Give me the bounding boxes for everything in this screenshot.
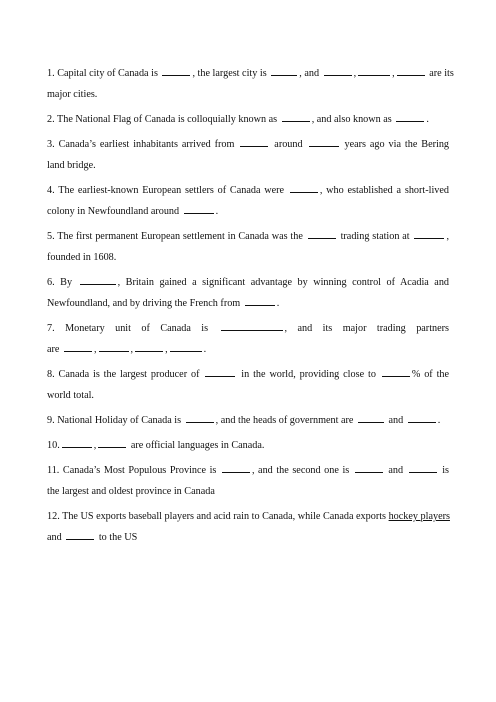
answer-blank[interactable] [240, 138, 268, 147]
answer-blank[interactable] [396, 113, 424, 122]
question-text: % of the [411, 369, 450, 380]
question-text: Canada’s Most Populous Province is [62, 465, 217, 476]
question-6 [47, 272, 449, 314]
answer-blank[interactable] [358, 67, 390, 76]
answer-blank[interactable] [409, 464, 437, 473]
question-text: colony in Newfoundland around [47, 206, 180, 217]
question-text: . [437, 415, 441, 426]
answer-blank[interactable] [408, 414, 436, 423]
answer-blank[interactable] [205, 368, 235, 377]
question-text: , and [299, 68, 320, 79]
question-7 [47, 318, 449, 360]
question-number: 10. [47, 440, 60, 451]
answer-blank[interactable] [309, 138, 339, 147]
question-9 [47, 410, 449, 431]
question-text: is [442, 465, 450, 476]
answer-blank[interactable] [66, 531, 94, 540]
answer-blank[interactable] [98, 439, 126, 448]
answer-blank[interactable] [355, 464, 383, 473]
question-text: are its [429, 68, 454, 79]
answer-blank[interactable] [358, 414, 384, 423]
answer-blank[interactable] [245, 297, 275, 306]
answer-blank[interactable] [290, 184, 318, 193]
question-number: 6. [47, 277, 55, 288]
question-text: founded in 1608. [47, 252, 117, 263]
answer-blank[interactable] [221, 322, 283, 331]
question-text: in the world, providing close to [241, 369, 376, 380]
underlined-answer: hockey players [388, 511, 450, 522]
question-text: , [392, 68, 395, 79]
answer-blank[interactable] [184, 205, 214, 214]
question-text: . [426, 114, 429, 125]
question-3 [47, 134, 449, 176]
answer-blank[interactable] [135, 343, 163, 352]
answer-blank[interactable] [186, 414, 214, 423]
question-number: 8. [47, 369, 55, 380]
question-12 [47, 506, 449, 548]
question-text: are [47, 344, 60, 355]
question-4 [47, 180, 449, 222]
question-number: 12. [47, 511, 60, 522]
question-text: The earliest-known European settlers of Canada were [58, 185, 285, 196]
question-text: Canada’s earliest inhabitants arrived from [58, 139, 235, 150]
answer-blank[interactable] [414, 230, 444, 239]
question-text: Newfoundland, and by driving the French from [47, 298, 241, 309]
question-text: The National Flag of Canada is colloquially known as [57, 114, 278, 125]
question-text: The US exports baseball players and acid rain to Canada, while Canada exports [62, 511, 387, 522]
question-text: Canada is the largest producer of [58, 369, 200, 380]
question-2 [47, 109, 449, 130]
question-8 [47, 364, 449, 406]
question-11 [47, 460, 449, 502]
question-text: The first permanent European settlement in Canada was the [57, 231, 303, 242]
question-text: , the largest city is [192, 68, 267, 79]
question-text: are official languages in Canada. [130, 440, 265, 451]
question-text: trading station at [340, 231, 410, 242]
answer-blank[interactable] [271, 67, 297, 76]
question-10 [47, 435, 449, 456]
answer-blank[interactable] [397, 67, 425, 76]
question-text: and [388, 465, 404, 476]
question-text: , [130, 344, 134, 355]
answer-blank[interactable] [222, 464, 250, 473]
question-number: 2. [47, 114, 55, 125]
answer-blank[interactable] [324, 67, 352, 76]
answer-blank[interactable] [80, 276, 116, 285]
question-5 [47, 226, 449, 268]
answer-blank[interactable] [282, 113, 310, 122]
question-text: . [276, 298, 280, 309]
question-number: 11. [47, 465, 60, 476]
question-text: world total. [47, 390, 94, 401]
question-number: 3. [47, 139, 55, 150]
question-number: 1. [47, 68, 55, 79]
question-text: the largest and oldest province in Canada [47, 486, 215, 497]
question-text: years ago via the Bering [344, 139, 450, 150]
question-text: , [353, 68, 357, 79]
answer-blank[interactable] [62, 439, 92, 448]
answer-blank[interactable] [99, 343, 129, 352]
question-text: By [60, 277, 73, 288]
answer-blank[interactable] [162, 67, 190, 76]
question-text: , and the second one is [251, 465, 350, 476]
question-text: . [203, 344, 207, 355]
question-text: , [93, 440, 97, 451]
question-text: to the US [98, 532, 138, 543]
question-text: major cities. [47, 89, 98, 100]
answer-blank[interactable] [170, 343, 202, 352]
question-text: , and the heads of government are [215, 415, 354, 426]
answer-blank[interactable] [308, 230, 336, 239]
answer-blank[interactable] [382, 368, 410, 377]
question-text: National Holiday of Canada is [57, 415, 182, 426]
question-text: , [165, 344, 168, 355]
question-text: around [274, 139, 303, 150]
question-text: . [215, 206, 219, 217]
question-text: , Britain gained a significant advantage by winning control of Acadia and [117, 277, 450, 288]
question-text: , and its major trading partners [284, 323, 450, 334]
question-number: 9. [47, 415, 55, 426]
question-1 [47, 63, 454, 105]
question-text: , [93, 344, 97, 355]
question-text: Capital city of Canada is [57, 68, 158, 79]
question-text: , [446, 231, 450, 242]
question-number: 5. [47, 231, 55, 242]
question-number: 4. [47, 185, 55, 196]
worksheet [47, 63, 454, 548]
question-text: , who established a short-lived [319, 185, 449, 196]
question-text: and [47, 532, 62, 543]
question-text: land bridge. [47, 160, 96, 171]
question-text: , and also known as [311, 114, 392, 125]
question-number: 7. [47, 323, 55, 334]
answer-blank[interactable] [64, 343, 92, 352]
question-text: and [388, 415, 404, 426]
question-text: Monetary unit of Canada is [65, 323, 209, 334]
